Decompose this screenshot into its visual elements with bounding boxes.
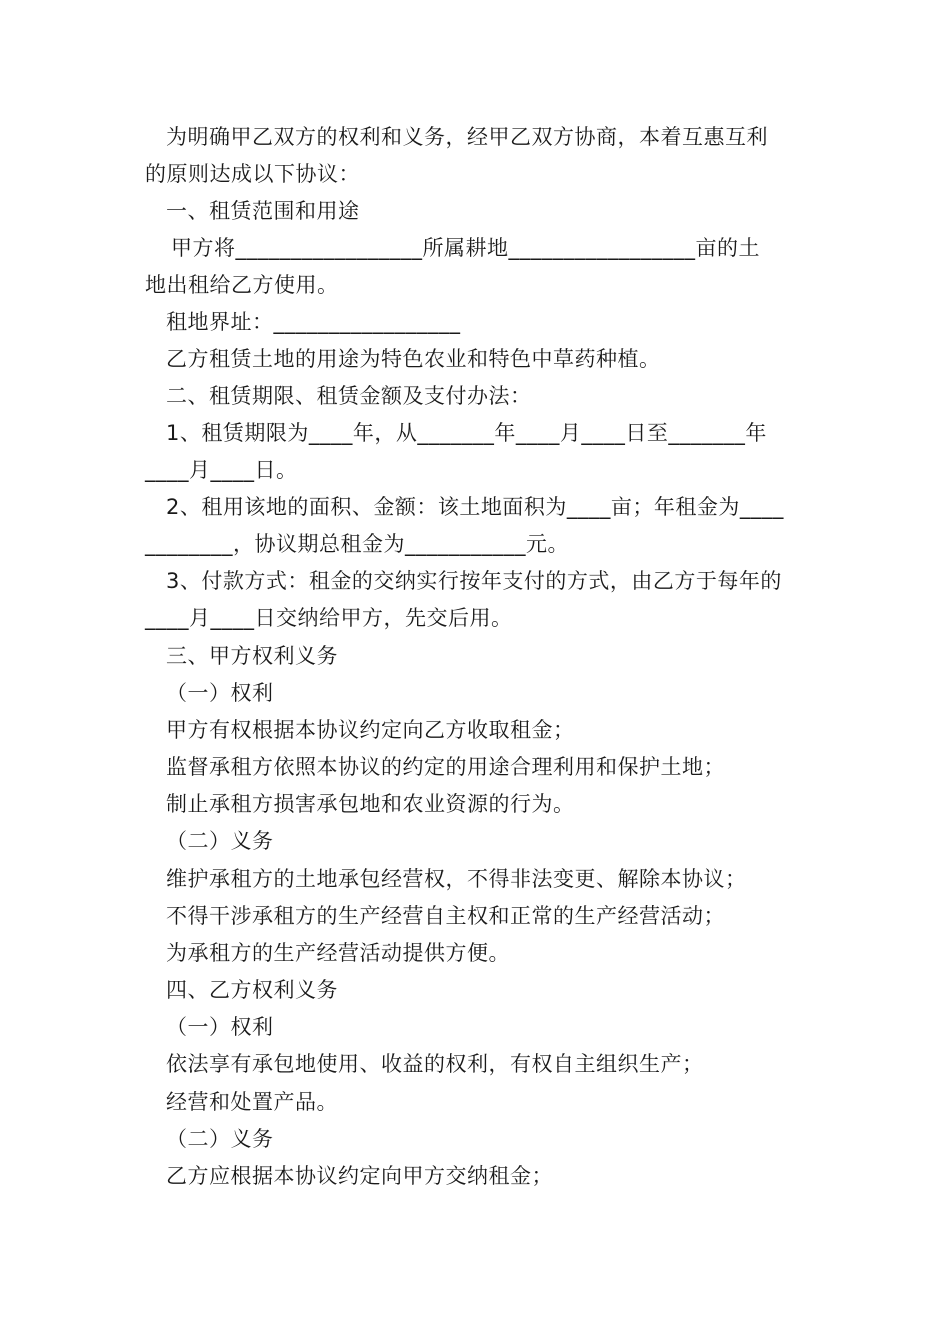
- party-b-right-1: 依法享有承包地使用、收益的权利，有权自主组织生产；: [166, 1052, 704, 1076]
- lease-land-line-2: 地出租给乙方使用。: [145, 273, 339, 297]
- land-boundary-line: 租地界址：_________________: [166, 310, 461, 334]
- party-a-right-2: 监督承租方依照本协议的约定的用途合理利用和保护土地；: [166, 755, 725, 779]
- party-a-duties-heading: （二）义务: [166, 829, 274, 853]
- party-a-duty-3: 为承租方的生产经营活动提供方便。: [166, 941, 510, 965]
- area-amount-line-2: ________，协议期总租金为___________元。: [145, 532, 569, 556]
- lease-land-line-1: 甲方将_________________所属耕地_________________亩的土: [171, 236, 760, 260]
- section-heading-party-a: 三、甲方权利义务: [166, 644, 338, 668]
- party-b-duty-1: 乙方应根据本协议约定向甲方交纳租金；: [166, 1164, 553, 1188]
- party-a-rights-heading: （一）权利: [166, 681, 274, 705]
- party-a-duty-1: 维护承租方的土地承包经营权，不得非法变更、解除本协议；: [166, 867, 747, 891]
- payment-method-line-2: ____月____日交纳给甲方，先交后用。: [145, 606, 513, 630]
- payment-method-line-1: 3、付款方式：租金的交纳实行按年支付的方式，由乙方于每年的: [166, 569, 782, 593]
- section-heading-lease-scope: 一、租赁范围和用途: [166, 199, 360, 223]
- party-b-duties-heading: （二）义务: [166, 1127, 274, 1151]
- section-heading-lease-term: 二、租赁期限、租赁金额及支付办法：: [166, 384, 532, 408]
- term-clause-line-1: 1、租赁期限为____年，从_______年____月____日至_______年: [166, 421, 767, 445]
- area-amount-line-1: 2、租用该地的面积、金额：该土地面积为____亩；年租金为____: [166, 495, 784, 519]
- intro-paragraph-line-1: 为明确甲乙双方的权利和义务，经甲乙双方协商，本着互惠互利: [166, 125, 768, 149]
- section-heading-party-b: 四、乙方权利义务: [166, 978, 338, 1002]
- intro-paragraph-line-2: 的原则达成以下协议：: [145, 162, 360, 186]
- term-clause-line-2: ____月____日。: [145, 458, 298, 482]
- party-a-right-1: 甲方有权根据本协议约定向乙方收取租金；: [166, 718, 575, 742]
- land-use-line: 乙方租赁土地的用途为特色农业和特色中草药种植。: [166, 347, 661, 371]
- party-a-right-3: 制止承租方损害承包地和农业资源的行为。: [166, 792, 575, 816]
- party-b-right-2: 经营和处置产品。: [166, 1090, 338, 1114]
- party-a-duty-2: 不得干涉承租方的生产经营自主权和正常的生产经营活动；: [166, 904, 725, 928]
- party-b-rights-heading: （一）权利: [166, 1015, 274, 1039]
